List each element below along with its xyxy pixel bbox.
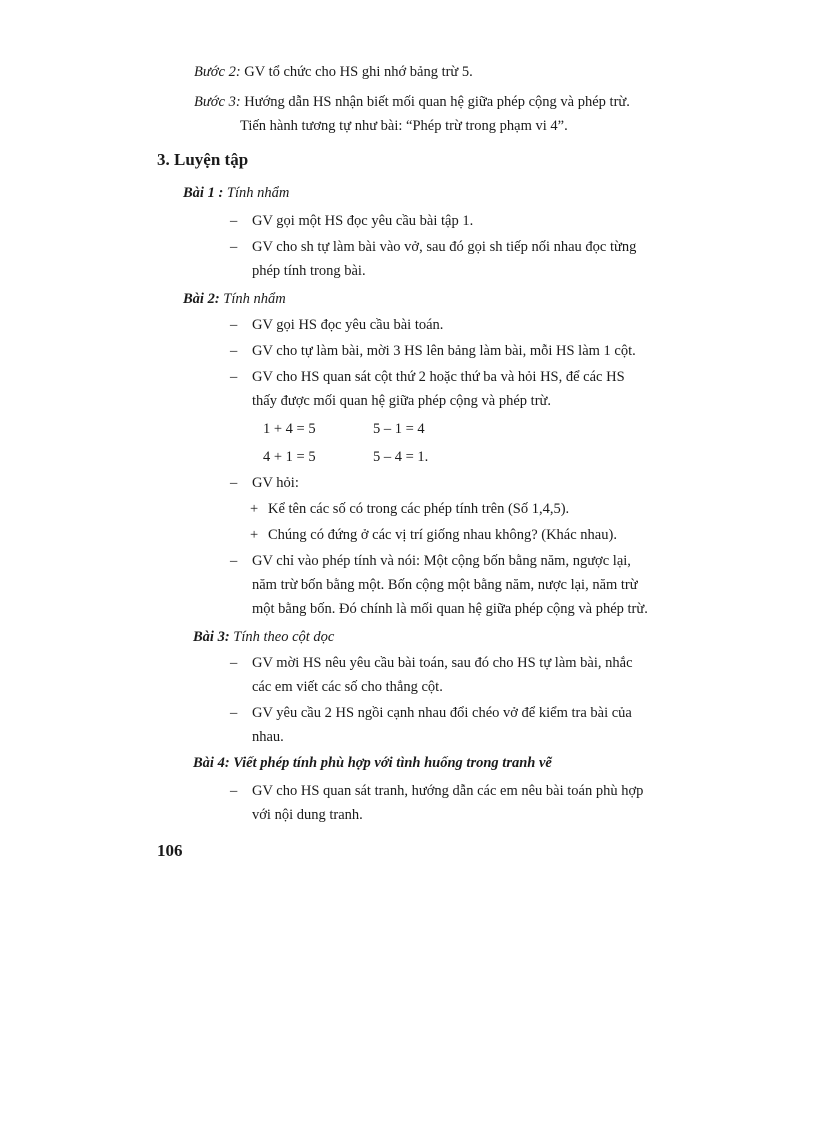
item-text: GV yêu cầu 2 HS ngồi cạnh nhau đổi chéo vở để kiểm tra bài của <box>252 705 632 721</box>
exercise-2-item <box>230 367 625 387</box>
dash-bullet: – <box>230 239 238 255</box>
exercise-2-item-continuation: một bằng bốn. Đó chính là mối quan hệ giữa phép cộng và phép trừ. <box>252 601 648 617</box>
exercise-2-item <box>230 341 636 361</box>
plus-bullet: + <box>250 501 259 517</box>
exercise-2-item <box>230 315 443 335</box>
dash-bullet: – <box>230 213 238 229</box>
sub-item-text: Chúng có đứng ở các vị trí giống nhau không? (Khác nhau). <box>268 527 617 543</box>
equation: 4 + 1 = 5 <box>263 449 316 465</box>
dash-bullet: – <box>230 317 238 333</box>
item-text: GV chỉ vào phép tính và nói: Một cộng bốn bằng năm, ngược lại, <box>252 553 631 569</box>
exercise-1-label: Bài 1 : <box>183 185 224 201</box>
exercise-1-heading <box>183 183 289 203</box>
item-text: GV cho tự làm bài, mời 3 HS lên bảng làm bài, mỗi HS làm 1 cột. <box>252 343 636 359</box>
step-2-text: GV tổ chức cho HS ghi nhớ bảng trừ 5. <box>240 64 473 80</box>
step-2-line <box>194 62 473 82</box>
item-text: GV cho sh tự làm bài vào vở, sau đó gọi sh tiếp nối nhau đọc từng <box>252 239 637 255</box>
exercise-2-item-continuation: thấy được mối quan hệ giữa phép cộng và phép trừ. <box>252 393 552 409</box>
page-number: 106 <box>157 841 183 860</box>
dash-bullet: – <box>230 553 238 569</box>
exercise-4-item <box>230 781 643 801</box>
dash-bullet: – <box>230 343 238 359</box>
exercise-2-item <box>230 551 631 571</box>
exercise-1-title: Tính nhẩm <box>223 185 290 201</box>
exercise-3-item <box>230 653 633 673</box>
item-text: GV cho HS quan sát tranh, hướng dẫn các em nêu bài toán phù hợp <box>252 783 644 799</box>
exercise-2-title: Tính nhẩm <box>219 291 286 307</box>
equation-row <box>263 419 425 439</box>
exercise-2-item-continuation: năm trừ bốn bằng một. Bốn cộng một bằng năm, nược lại, năm trừ <box>252 577 638 593</box>
step-3-text: Hướng dẫn HS nhận biết mối quan hệ giữa phép cộng và phép trừ. <box>240 94 630 110</box>
sub-item <box>250 525 617 545</box>
dash-bullet: – <box>230 705 238 721</box>
plus-bullet: + <box>250 527 259 543</box>
dash-bullet: – <box>230 783 238 799</box>
step-3-continuation: Tiến hành tương tự như bài: “Phép trừ trong phạm vi 4”. <box>240 118 568 134</box>
section-title: 3. Luyện tập <box>157 150 249 169</box>
exercise-2-heading <box>183 289 286 309</box>
equation: 5 – 4 = 1. <box>373 449 429 465</box>
exercise-3-label: Bài 3: <box>193 629 230 645</box>
exercise-4-label: Bài 4: <box>193 755 230 771</box>
exercise-2-item <box>230 473 299 493</box>
dash-bullet: – <box>230 369 238 385</box>
exercise-3-item-continuation: nhau. <box>252 729 284 745</box>
exercise-4-heading <box>193 753 552 773</box>
exercise-2-label: Bài 2: <box>183 291 220 307</box>
exercise-1-item-continuation: phép tính trong bài. <box>252 263 366 279</box>
step-2-label: Bước 2: <box>194 64 241 80</box>
exercise-3-item-continuation: các em viết các số cho thẳng cột. <box>252 679 443 695</box>
step-3-line <box>194 92 630 112</box>
sub-item-text: Kể tên các số có trong các phép tính trên (Số 1,4,5). <box>268 501 570 517</box>
step-3-label: Bước 3: <box>194 94 241 110</box>
item-text: GV gọi HS đọc yêu cầu bài toán. <box>252 317 444 333</box>
exercise-3-item <box>230 703 632 723</box>
equation-row <box>263 447 428 467</box>
item-text: GV hỏi: <box>252 475 299 491</box>
sub-item <box>250 499 569 519</box>
exercise-4-item-continuation: với nội dung tranh. <box>252 807 363 823</box>
exercise-3-title: Tính theo cột dọc <box>229 629 335 645</box>
dash-bullet: – <box>230 655 238 671</box>
exercise-1-item <box>230 237 636 257</box>
dash-bullet: – <box>230 475 238 491</box>
item-text: GV gọi một HS đọc yêu cầu bài tập 1. <box>252 213 474 229</box>
equation: 5 – 1 = 4 <box>373 421 425 437</box>
exercise-1-item <box>230 211 473 231</box>
item-text: GV mời HS nêu yêu cầu bài toán, sau đó cho HS tự làm bài, nhắc <box>252 655 633 671</box>
exercise-4-title: Viết phép tính phù hợp với tình huống trong tranh vẽ <box>229 755 552 771</box>
equation: 1 + 4 = 5 <box>263 421 316 437</box>
exercise-3-heading <box>193 627 334 647</box>
item-text: GV cho HS quan sát cột thứ 2 hoặc thứ ba và hỏi HS, để các HS <box>252 369 625 385</box>
